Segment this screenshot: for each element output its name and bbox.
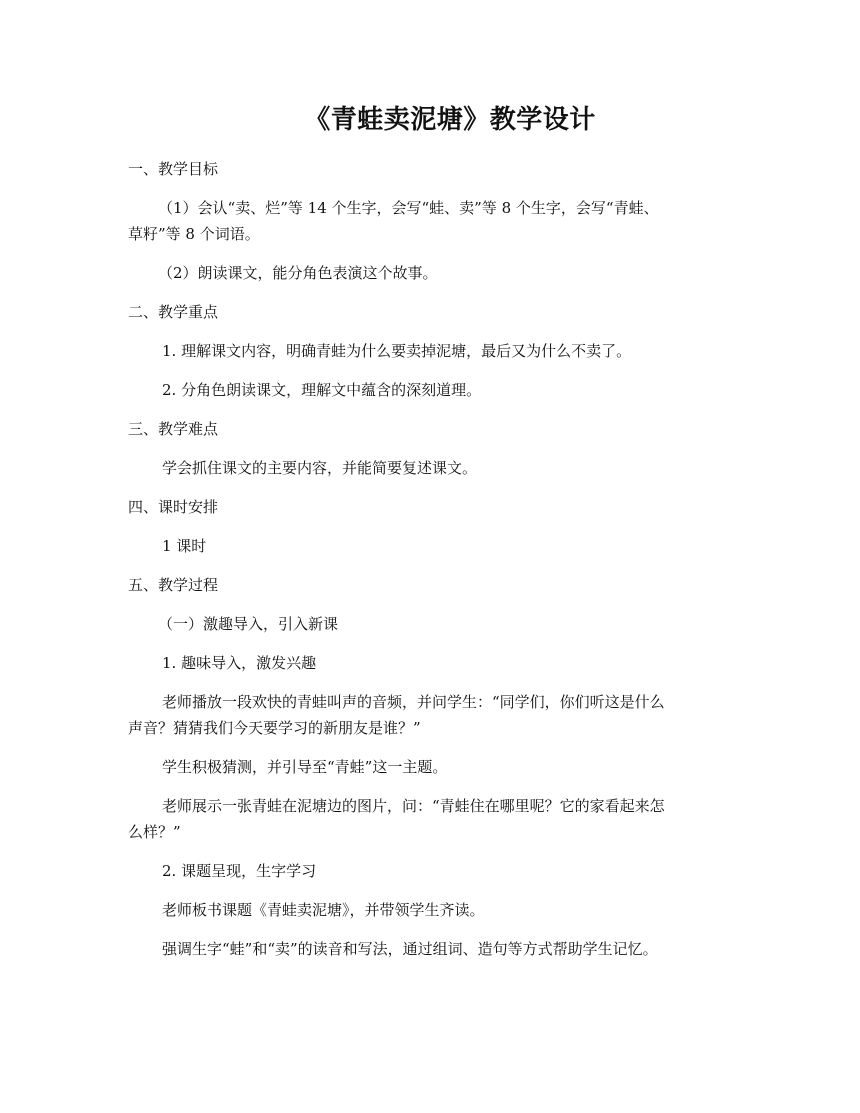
- section-heading-process: 五、教学过程: [128, 576, 219, 594]
- step-2-paragraph-1: 老师板书课题《青蛙卖泥塘》，并带领学生齐读。: [162, 901, 485, 919]
- step-2-paragraph-2: 强调生字“蛙”和“卖”的读音和写法，通过组词、造句等方式帮助学生记忆。: [162, 940, 658, 958]
- goal-item-2: （2）朗读课文，能分角色表演这个故事。: [158, 264, 438, 282]
- schedule-1: 1 课时: [162, 537, 207, 555]
- goal-item-1-line-2: 草籽”等 8 个词语。: [128, 225, 260, 243]
- process-subsection-1: （一）激趣导入，引入新课: [158, 615, 339, 633]
- step-1-paragraph-3-line-2: 么样？”: [128, 823, 181, 841]
- goal-item-1-line-1: （1）会认“卖、烂”等 14 个生字，会写“蛙、卖”等 8 个生字，会写“青蛙、: [158, 199, 659, 217]
- section-heading-difficulties: 三、教学难点: [128, 420, 219, 438]
- section-heading-schedule: 四、课时安排: [128, 498, 219, 516]
- process-step-2: 2. 课题呈现，生字学习: [162, 862, 317, 880]
- step-1-paragraph-2: 学生积极猜测，并引导至“青蛙”这一主题。: [162, 758, 448, 776]
- step-1-paragraph-1-line-2: 声音？猜猜我们今天要学习的新朋友是谁？”: [128, 719, 421, 737]
- difficulty-1: 学会抓住课文的主要内容，并能简要复述课文。: [162, 459, 478, 477]
- section-heading-goals: 一、教学目标: [128, 160, 219, 178]
- document-title: 《青蛙卖泥塘》教学设计: [304, 105, 596, 135]
- step-1-paragraph-3-line-1: 老师展示一张青蛙在泥塘边的图片，问：“青蛙住在哪里呢？它的家看起来怎: [162, 797, 665, 815]
- step-1-paragraph-1-line-1: 老师播放一段欢快的青蛙叫声的音频，并问学生：“同学们，你们听这是什么: [162, 693, 665, 711]
- section-heading-key-points: 二、教学重点: [128, 303, 219, 321]
- process-step-1: 1. 趣味导入，激发兴趣: [162, 654, 317, 672]
- key-point-1: 1. 理解课文内容，明确青蛙为什么要卖掉泥塘，最后又为什么不卖了。: [162, 342, 632, 360]
- key-point-2: 2. 分角色朗读课文，理解文中蕴含的深刻道理。: [162, 381, 482, 399]
